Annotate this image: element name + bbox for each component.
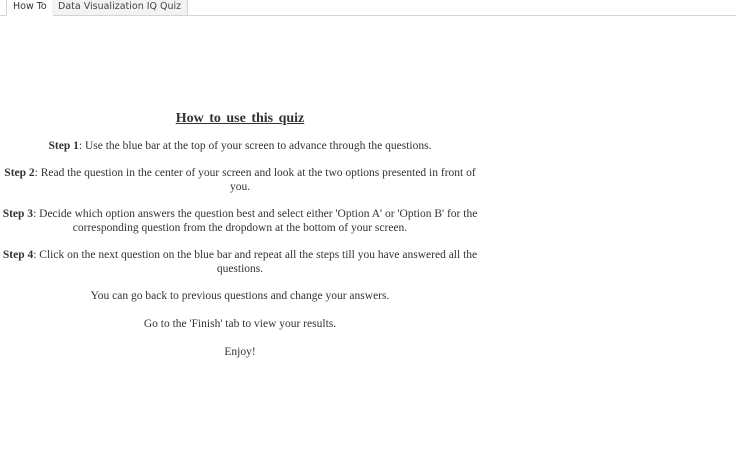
tab-data-visualization-iq-quiz[interactable]: Data Visualization IQ Quiz: [52, 0, 188, 15]
sheet-tab-bar: [0, 0, 736, 16]
step-3: [0, 207, 480, 235]
step-2-label: Step 2: [4, 167, 35, 179]
step-4-text: : Click on the next question on the blue bar and repeat all the steps till you have answered all the questions.: [33, 249, 478, 275]
step-2-text: : Read the question in the center of your screen and look at the two options presented in front of you.: [34, 167, 476, 193]
step-3-label: Step 3: [2, 208, 34, 220]
step-1-label: Step 1: [48, 140, 79, 152]
instructions-title: How to use this quiz: [175, 111, 305, 126]
note-enjoy: Enjoy!: [224, 346, 256, 358]
instructions-panel: [0, 110, 480, 373]
note-finish-tab: Go to the 'Finish' tab to view your results.: [143, 318, 337, 330]
step-4: [0, 248, 480, 276]
step-1-text: : Use the blue bar at the top of your screen to advance through the questions.: [78, 140, 432, 152]
step-4-label: Step 4: [2, 249, 34, 261]
step-3-text: : Decide which option answers the question best and select either 'Option A' or 'Option B' for the corresponding question from the dropdown at the bottom of your screen.: [33, 208, 478, 234]
step-2: [0, 166, 480, 194]
tab-how-to[interactable]: How To: [6, 0, 54, 16]
note-go-back: You can go back to previous questions and change your answers.: [90, 290, 390, 302]
step-1: [0, 139, 480, 153]
